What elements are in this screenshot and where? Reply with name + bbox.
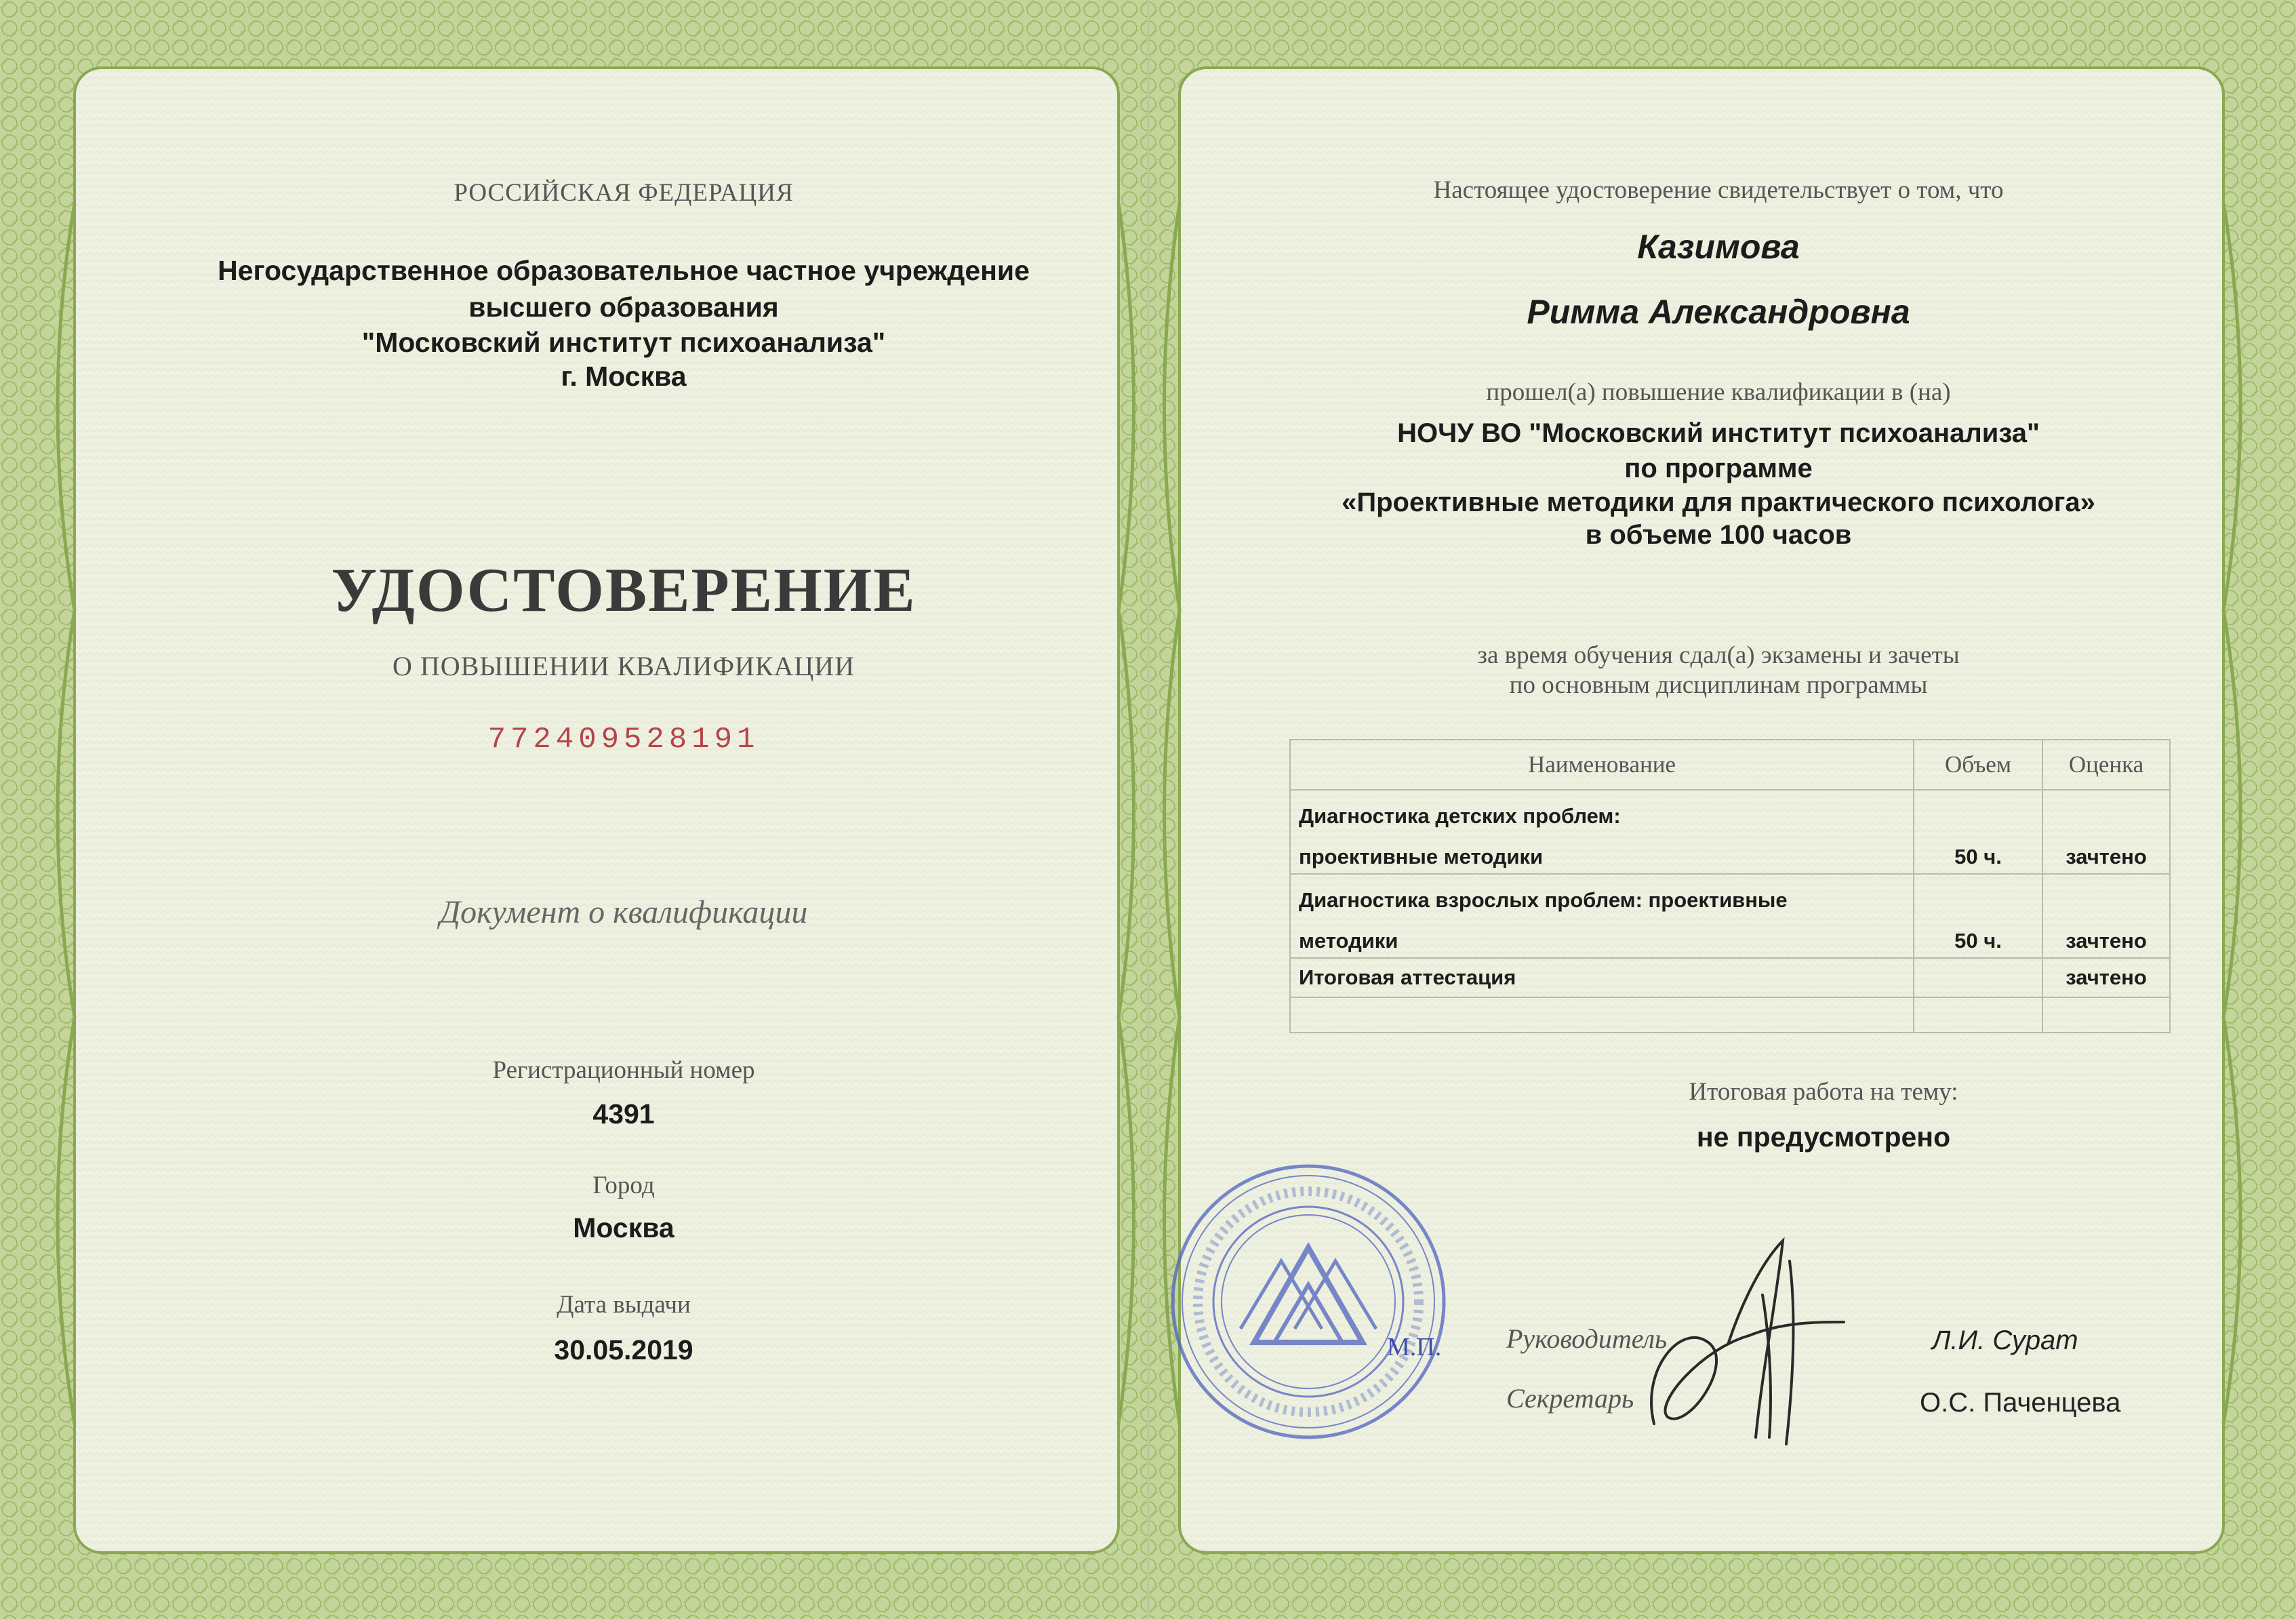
- column-header-volume: Объем: [1914, 740, 2042, 790]
- exams-text: за время обучения сдал(а) экзамены и зачеты: [1477, 641, 1960, 669]
- discipline-name: проективные методики: [1290, 831, 1914, 874]
- grades-table: [1289, 739, 2171, 1033]
- discipline-name: Диагностика взрослых проблем: проективные: [1290, 874, 1914, 915]
- discipline-name: Итоговая аттестация: [1290, 958, 1914, 997]
- city-value: Москва: [573, 1212, 674, 1243]
- program-label: по программе: [1624, 454, 1813, 483]
- final-work-label: Итоговая работа на тему:: [1689, 1078, 1958, 1106]
- recipient-given-names: Римма Александровна: [1527, 293, 1910, 331]
- passed-text: прошел(а) повышение квалификации в (на): [1486, 378, 1951, 406]
- seal-label: М.П.: [1387, 1333, 1442, 1361]
- recipient-surname: Казимова: [1637, 228, 1800, 266]
- discipline-name: методики: [1290, 915, 1914, 958]
- head-name: Л.И. Сурат: [1932, 1325, 2078, 1355]
- column-header-name: Наименование: [1290, 740, 1914, 790]
- discipline-grade: зачтено: [2042, 958, 2170, 997]
- secretary-role-label: Секретарь: [1506, 1383, 1634, 1414]
- table-row: [1290, 831, 2170, 874]
- institution-line: высшего образования: [468, 292, 779, 323]
- registration-number: 4391: [592, 1098, 655, 1130]
- table-header-row: [1290, 740, 2170, 790]
- serial-number: 772409528191: [487, 723, 760, 757]
- issue-date-label: Дата выдачи: [557, 1291, 691, 1319]
- seal-stamp: [1166, 1159, 1451, 1444]
- column-header-grade: Оценка: [2042, 740, 2170, 790]
- organization-name: НОЧУ ВО "Московский институт психоанализа": [1397, 418, 2040, 448]
- final-work-value: не предусмотрено: [1696, 1121, 1951, 1153]
- document-subtitle: О ПОВЫШЕНИИ КВАЛИФИКАЦИИ: [392, 651, 855, 681]
- table-row: [1290, 874, 2170, 915]
- handwritten-signature: [1627, 1220, 1871, 1451]
- institution-line: Негосударственное образовательное частное учреждение: [218, 255, 1030, 286]
- issue-date-value: 30.05.2019: [554, 1334, 693, 1365]
- program-name: «Проективные методики для практического психолога»: [1342, 487, 2095, 517]
- institution-city: г. Москва: [561, 361, 687, 392]
- discipline-name: Диагностика детских проблем:: [1290, 790, 1914, 831]
- table-row: [1290, 790, 2170, 831]
- table-row: [1290, 915, 2170, 958]
- city-label: Город: [592, 1172, 655, 1199]
- secretary-name: О.С. Паченцева: [1920, 1388, 2121, 1418]
- intro-text: Настоящее удостоверение свидетельствует о том, что: [1433, 176, 2004, 204]
- country-heading: РОССИЙСКАЯ ФЕДЕРАЦИЯ: [454, 179, 794, 207]
- document-type: Документ о квалификации: [439, 894, 808, 930]
- program-volume: в объеме 100 часов: [1585, 520, 1852, 550]
- discipline-grade: зачтено: [2042, 915, 2170, 958]
- head-role-label: Руководитель: [1506, 1323, 1668, 1354]
- exams-text: по основным дисциплинам программы: [1509, 671, 1928, 699]
- discipline-volume: [1914, 958, 2042, 997]
- discipline-grade: зачтено: [2042, 831, 2170, 874]
- table-row: [1290, 958, 2170, 997]
- table-row-empty: [1290, 997, 2170, 1033]
- discipline-volume: 50 ч.: [1914, 831, 2042, 874]
- discipline-volume: 50 ч.: [1914, 915, 2042, 958]
- registration-label: Регистрационный номер: [492, 1056, 755, 1084]
- document-title: УДОСТОВЕРЕНИЕ: [331, 555, 917, 624]
- institution-line: "Московский институт психоанализа": [361, 327, 886, 358]
